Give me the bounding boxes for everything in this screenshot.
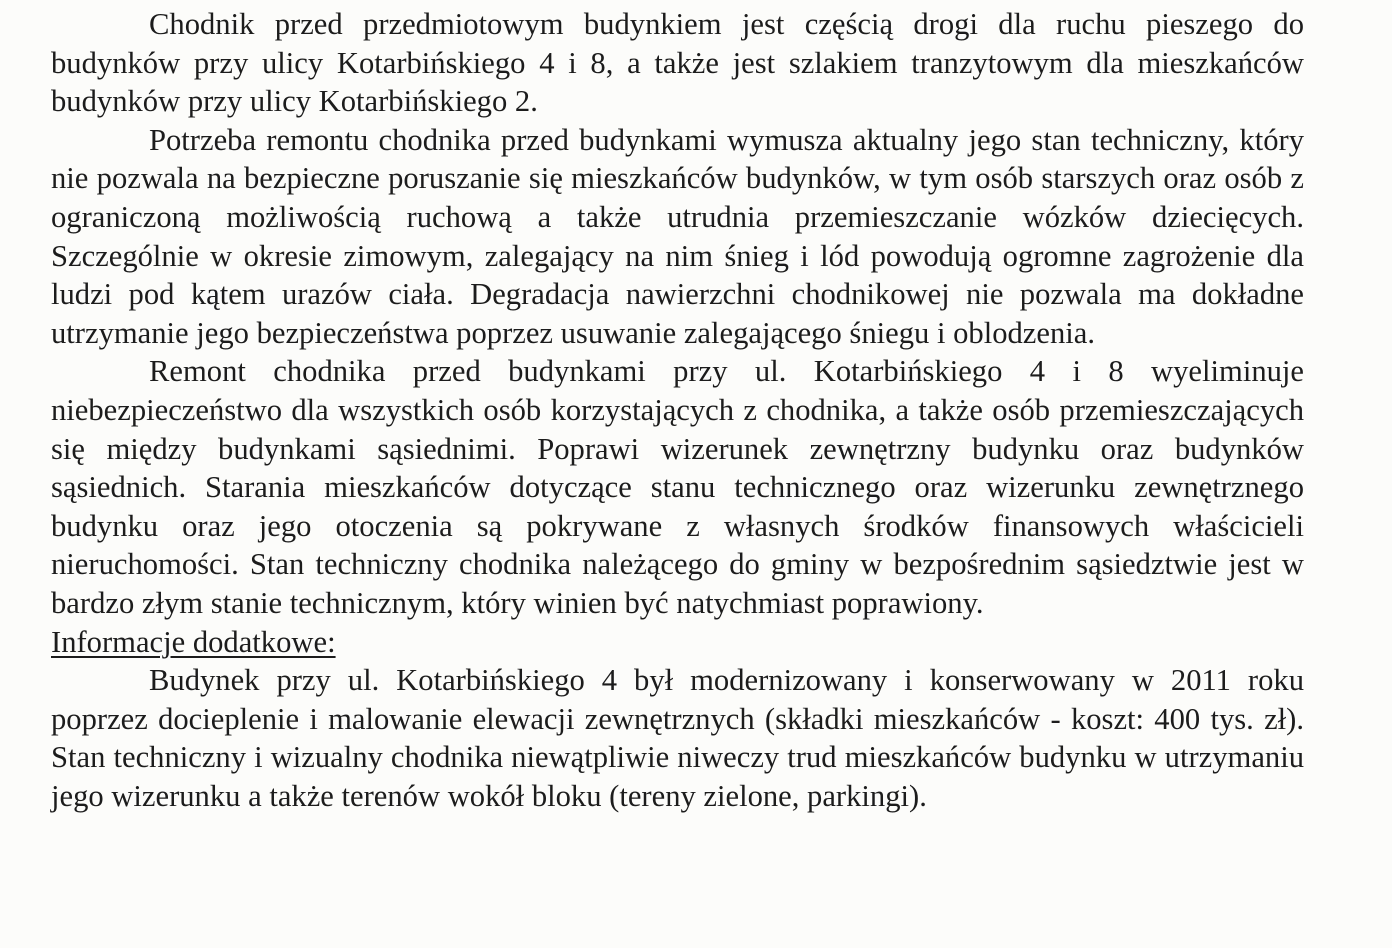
paragraph-repair-need: Potrzeba remontu chodnika przed budynkami wymusza aktualny jego stan techniczny, który nie pozwala na bezpieczne poruszanie się mieszkańców budynków, w tym osób starszych oraz osób z ograniczoną możliwością ruchową a także utrudnia przemieszczanie wózków dziecięcych. Szczególnie w okresie zimowym, zalegający na nim śnieg i lód powodują ogromne zagrożenie dla ludzi pod kątem urazów ciała. Degradacja nawierzchni chodnikowej nie pozwala ma dokładne utrzymanie jego bezpieczeństwa poprzez usuwanie zalegającego śniegu i oblodzenia. — [51, 122, 1304, 350]
paragraph-sidewalk-description: Chodnik przed przedmiotowym budynkiem jest częścią drogi dla ruchu pieszego do budynków przy ulicy Kotarbińskiego 4 i 8, a także jest szlakiem tranzytowym dla mieszkańców budynków przy ulicy Kotarbińskiego 2. — [51, 7, 1304, 119]
paragraph-additional-info: Budynek przy ul. Kotarbińskiego 4 był modernizowany i konserwowany w 2011 roku poprzez docieplenie i malowanie elewacji zewnętrznych (składki mieszkańców - koszt: 400 tys. zł). Stan techniczny i wizualny chodnika niewątpliwie niweczy trud mieszkańców budynku w utrzymaniu jego wizerunku a także terenów wokół bloku (tereny zielone, parkingi). — [51, 663, 1304, 813]
paragraph-repair-benefits: Remont chodnika przed budynkami przy ul. Kotarbińskiego 4 i 8 wyeliminuje niebezpieczeństwo dla wszystkich osób korzystających z chodnika, a także osób przemieszczających się między budynkami sąsiednimi. Poprawi wizerunek zewnętrzny budynku oraz budynków sąsiednich. Starania mieszkańców dotyczące stanu technicznego oraz wizerunku zewnętrznego budynku oraz jego otoczenia są pokrywane z własnych środków finansowych właścicieli nieruchomości. Stan techniczny chodnika należącego do gminy w bezpośrednim sąsiedztwie jest w bardzo złym stanie technicznym, który winien być natychmiast poprawiony. — [51, 354, 1304, 620]
additional-info-heading: Informacje dodatkowe: — [51, 624, 336, 659]
document-body — [51, 5, 1304, 815]
